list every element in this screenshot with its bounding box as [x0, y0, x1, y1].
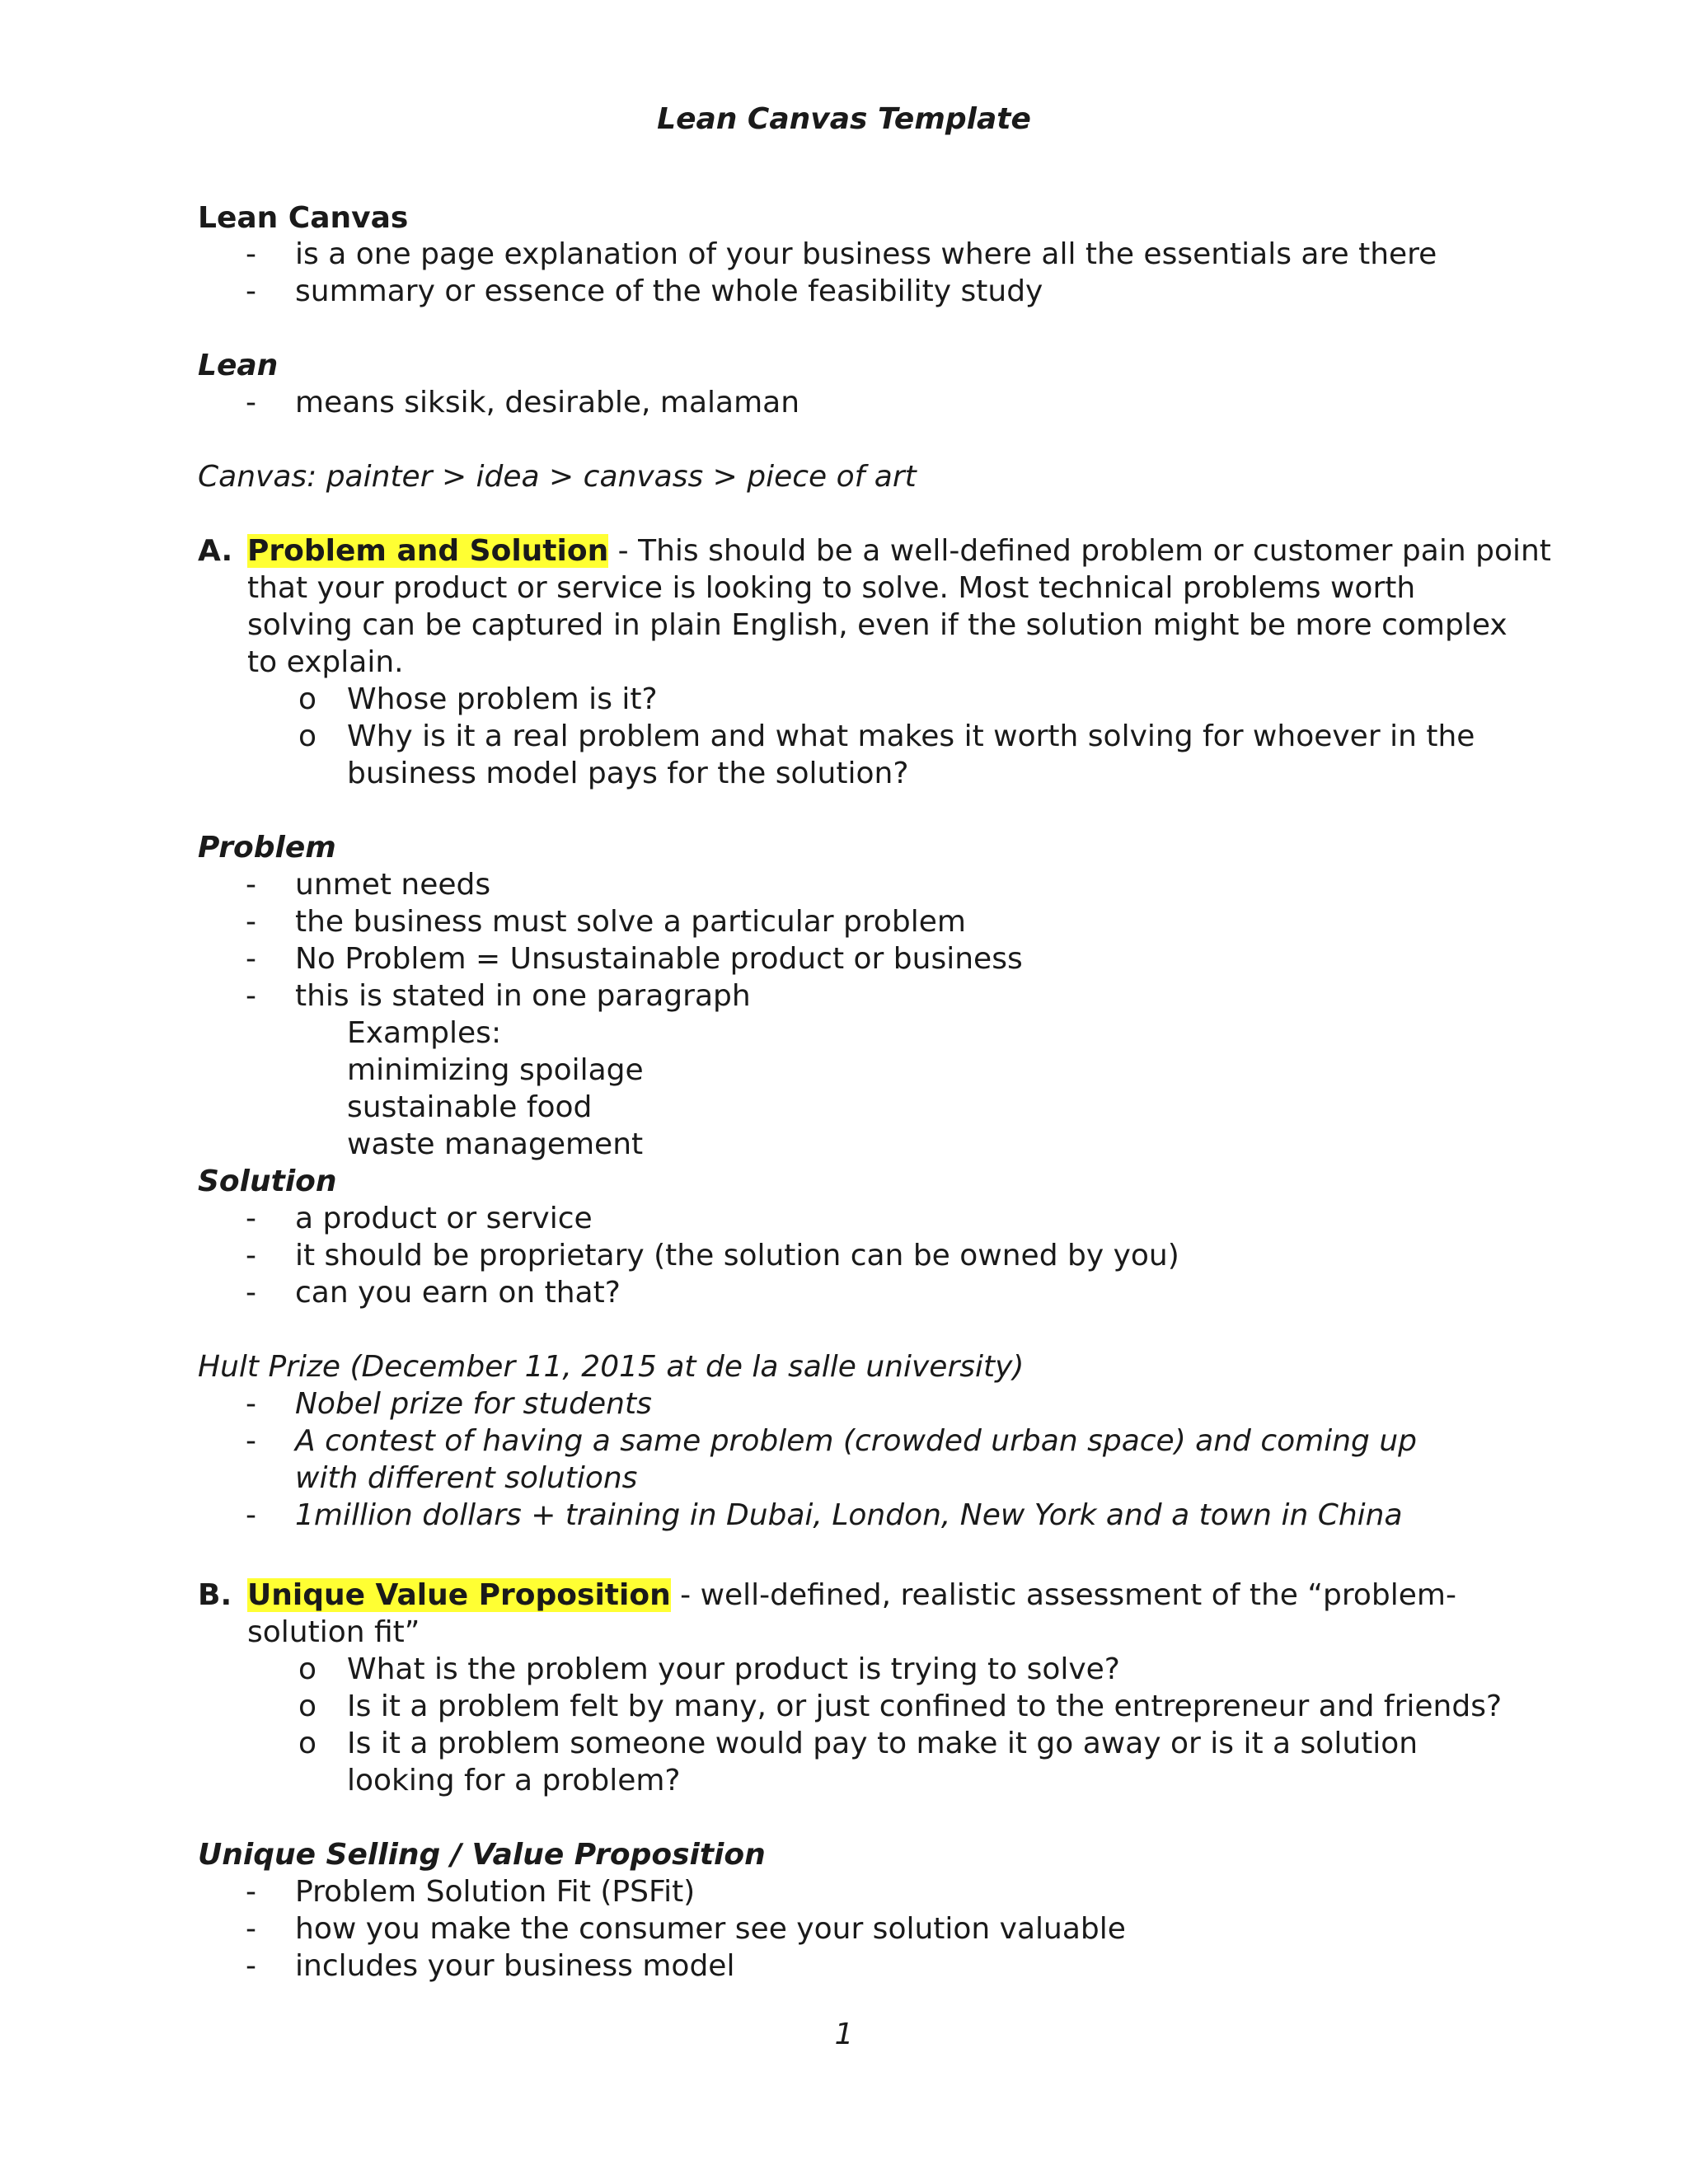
- problem-example: sustainable food: [347, 1090, 593, 1124]
- section-a-line3: solving can be captured in plain English, even if the solution might be more complex: [247, 608, 1507, 642]
- hult-item: Nobel prize for students: [295, 1387, 652, 1421]
- section-b-line1: [247, 1577, 1456, 1614]
- dash-marker: -: [246, 868, 256, 902]
- dash-marker: -: [246, 1239, 256, 1272]
- dash-marker: -: [246, 1498, 256, 1532]
- dash-marker: -: [246, 905, 256, 939]
- section-b-highlight: Unique Value Proposition: [247, 1578, 671, 1612]
- dash-marker: -: [246, 942, 256, 976]
- solution-item: it should be proprietary (the solution can be owned by you): [295, 1239, 1179, 1272]
- dash-marker: -: [246, 1424, 256, 1458]
- o-bullet-marker: o: [298, 719, 317, 753]
- lean-canvas-item: is a one page explanation of your business where all the essentials are there: [295, 237, 1437, 271]
- o-bullet-marker: o: [298, 1652, 317, 1686]
- hult-item: 1million dollars + training in Dubai, London, New York and a town in China: [295, 1498, 1403, 1532]
- usp-item: how you make the consumer see your solution valuable: [295, 1912, 1126, 1946]
- problem-example: minimizing spoilage: [347, 1053, 644, 1087]
- problem-item: unmet needs: [295, 868, 491, 902]
- solution-heading: Solution: [198, 1165, 337, 1198]
- section-b-line2: solution fit”: [247, 1615, 420, 1649]
- lean-item: means siksik, desirable, malaman: [295, 386, 800, 419]
- section-b-bullet: Is it a problem felt by many, or just confined to the entrepreneur and friends?: [347, 1690, 1503, 1723]
- dash-marker: -: [246, 1912, 256, 1946]
- dash-marker: -: [246, 386, 256, 419]
- section-a-bullet: Whose problem is it?: [347, 682, 658, 716]
- section-a-line1-rest: - This should be a well-defined problem or customer pain point: [608, 534, 1551, 568]
- section-a-bullet: Why is it a real problem and what makes it worth solving for whoever in the: [347, 719, 1475, 753]
- usp-item: includes your business model: [295, 1949, 735, 1983]
- lean-heading: Lean: [198, 349, 279, 382]
- lean-canvas-heading: Lean Canvas: [198, 201, 409, 235]
- section-a-bullet-cont: business model pays for the solution?: [347, 757, 909, 790]
- problem-heading: Problem: [198, 831, 336, 865]
- page-title: Lean Canvas Template: [657, 102, 1031, 136]
- solution-item: a product or service: [295, 1202, 593, 1235]
- hult-heading: Hult Prize (December 11, 2015 at de la salle university): [198, 1350, 1025, 1384]
- problem-item: No Problem = Unsustainable product or business: [295, 942, 1023, 976]
- section-a-line4: to explain.: [247, 645, 404, 679]
- solution-item: can you earn on that?: [295, 1276, 621, 1310]
- problem-example: Examples:: [347, 1016, 502, 1050]
- section-b-bullet-cont: looking for a problem?: [347, 1764, 681, 1797]
- hult-item-cont: with different solutions: [295, 1461, 638, 1495]
- lean-canvas-item: summary or essence of the whole feasibility study: [295, 274, 1043, 308]
- o-bullet-marker: o: [298, 1690, 317, 1723]
- section-b-bullet: What is the problem your product is trying to solve?: [347, 1652, 1120, 1686]
- dash-marker: -: [246, 1875, 256, 1909]
- page-number: 1: [834, 2018, 854, 2051]
- section-b-bullet: Is it a problem someone would pay to make it go away or is it a solution: [347, 1727, 1418, 1760]
- hult-item: A contest of having a same problem (crowded urban space) and coming up: [295, 1424, 1418, 1458]
- dash-marker: -: [246, 979, 256, 1013]
- section-b-line1-rest: - well-defined, realistic assessment of the “problem-: [670, 1578, 1456, 1612]
- problem-example: waste management: [347, 1127, 644, 1161]
- section-a-line2: that your product or service is looking to solve. Most technical problems worth: [247, 571, 1416, 605]
- dash-marker: -: [246, 1276, 256, 1310]
- dash-marker: -: [246, 1949, 256, 1983]
- dash-marker: -: [246, 1387, 256, 1421]
- usp-item: Problem Solution Fit (PSFit): [295, 1875, 696, 1909]
- dash-marker: -: [246, 1202, 256, 1235]
- problem-item: this is stated in one paragraph: [295, 979, 751, 1013]
- dash-marker: -: [246, 237, 256, 271]
- section-a-letter: A.: [198, 534, 233, 568]
- section-a-highlight: Problem and Solution: [247, 534, 609, 568]
- problem-item: the business must solve a particular problem: [295, 905, 966, 939]
- section-b-letter: B.: [198, 1578, 232, 1612]
- dash-marker: -: [246, 274, 256, 308]
- canvas-line: Canvas: painter > idea > canvass > piece of art: [198, 460, 917, 494]
- o-bullet-marker: o: [298, 682, 317, 716]
- o-bullet-marker: o: [298, 1727, 317, 1760]
- section-a-line1: [247, 532, 1551, 569]
- usp-heading: Unique Selling / Value Proposition: [198, 1838, 766, 1872]
